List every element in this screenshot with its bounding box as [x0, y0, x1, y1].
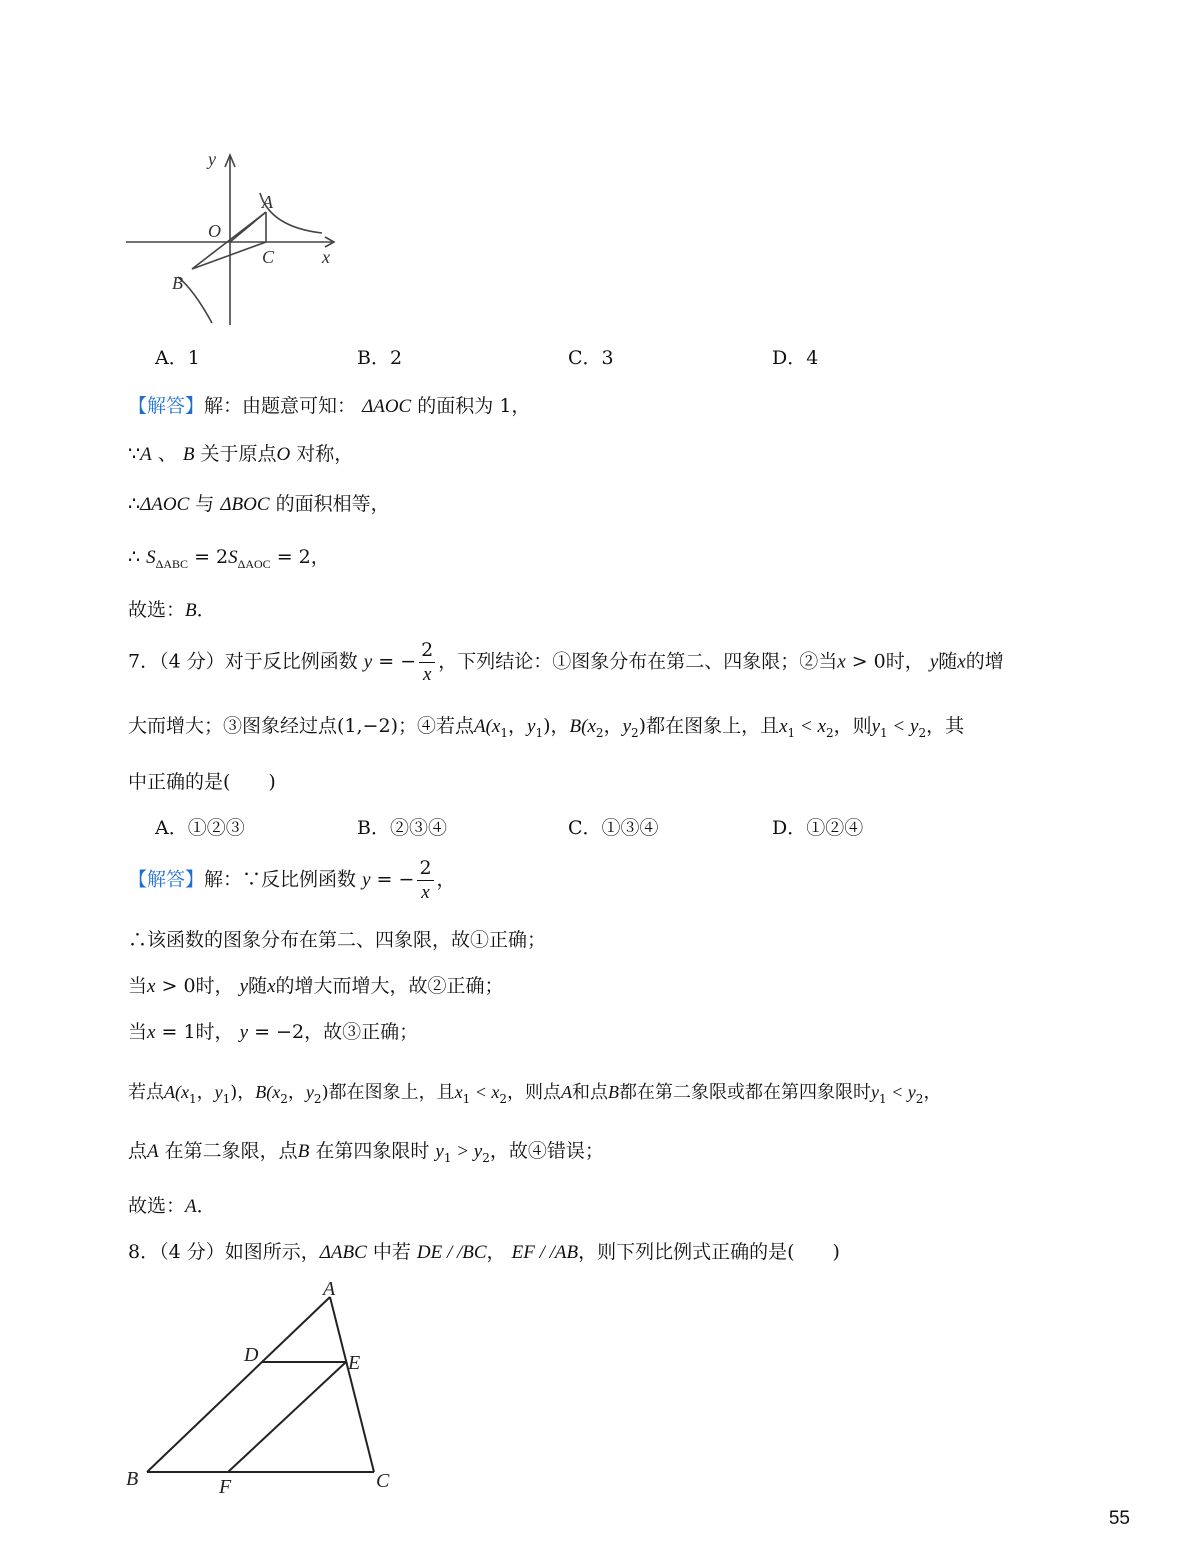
y-axis-label: y [208, 149, 216, 169]
point-d-label: D [244, 1344, 259, 1366]
q7-solution-line-2: ∴该函数的图象分布在第二、四象限，故①正确； [128, 929, 547, 951]
q6-solution-line-1: 【解答】解：由题意可知： ΔAOC 的面积为 1， [128, 395, 531, 417]
q6-option-a: A．1 [155, 347, 200, 369]
q6-solution-line-4: ∴ $S_{\Delta ABC} = 2S_{\Delta AOC} = 2$， [128, 546, 330, 571]
q7-solution-line-6: 点A 在第二象限，点B 在第四象限时 $y_1 > y_2$，故④错误； [128, 1140, 604, 1165]
point-f-label: F [219, 1476, 232, 1498]
q8-stem: 8．（4 分）如图所示，ΔABC 中若 DE / /BC， EF / /AB，则下列比例式正确的是( ) [128, 1241, 840, 1263]
q7-stem-line-2: 大而增大；③图象经过点(1,−2)；④若点$A(x_1$，$y_1$)，$B(x_2$，$y_2$)都在图象上，且$x_1 < x_2$，则$y_1 < y_2$，其 [128, 715, 965, 740]
point-c-label: C [262, 247, 275, 267]
q7-option-d: D．①②④ [772, 817, 864, 839]
point-b-label: B [172, 273, 183, 293]
q7-solution-line-4: 当x = 1时， y = −2，故③正确； [128, 1021, 419, 1043]
figure-hyperbola [120, 145, 350, 330]
page-number: 55 [1108, 1508, 1130, 1529]
q6-solution-line-2: ∵A 、 B 关于原点O 对称， [128, 443, 354, 465]
solution-tag: 【解答】 [128, 395, 205, 417]
q7-option-c: C．①③④ [568, 817, 659, 839]
x-axis-label: x [322, 247, 330, 267]
q6-option-c: C．3 [568, 347, 614, 369]
vertex-b-label: B [126, 1468, 139, 1490]
q7-solution-line-7: 故选：A． [128, 1195, 216, 1217]
vertex-c-label: C [376, 1470, 390, 1492]
point-a-label: A [262, 192, 273, 212]
q7-solution-line-3: 当x > 0时， y随x的增大而增大，故②正确； [128, 975, 504, 997]
figure-triangle [120, 1275, 410, 1500]
q7-stem-line-3: 中正确的是( ) [128, 771, 276, 793]
q6-solution-line-3: ∴ΔAOC 与 ΔBOC 的面积相等， [128, 493, 390, 515]
q6-option-b: B．2 [357, 347, 403, 369]
fraction: $\frac{2}{x}$ [419, 857, 432, 903]
q6-option-d: D．4 [772, 347, 819, 369]
solution-tag: 【解答】 [128, 868, 205, 891]
point-e-label: E [348, 1352, 361, 1374]
q7-solution-line-5: 若点$A(x_1$，$y_1$)，$B(x_2$，$y_2$)都在图象上，且$x_1 < x_2$，则点A和点B都在第二象限或都在第四象限时$y_1 < y_2$， [128, 1082, 942, 1106]
q7-stem-line-1: 7．（4 分）对于反比例函数 y = − $\frac{2}{x}$ ，下列结论：①图象分布在第二、四象限；②当x > 0时， y随x的增 [128, 639, 1004, 685]
fraction: $\frac{2}{x}$ [421, 639, 434, 685]
q6-solution-line-5: 故选：B． [128, 599, 216, 621]
origin-label: O [208, 221, 221, 241]
q7-solution-line-1: 【解答】解：∵反比例函数 y = − $\frac{2}{x}$ ， [128, 857, 456, 903]
q7-option-b: B．②③④ [357, 817, 447, 839]
vertex-a-label: A [323, 1278, 336, 1300]
q7-option-a: A．①②③ [155, 817, 245, 839]
